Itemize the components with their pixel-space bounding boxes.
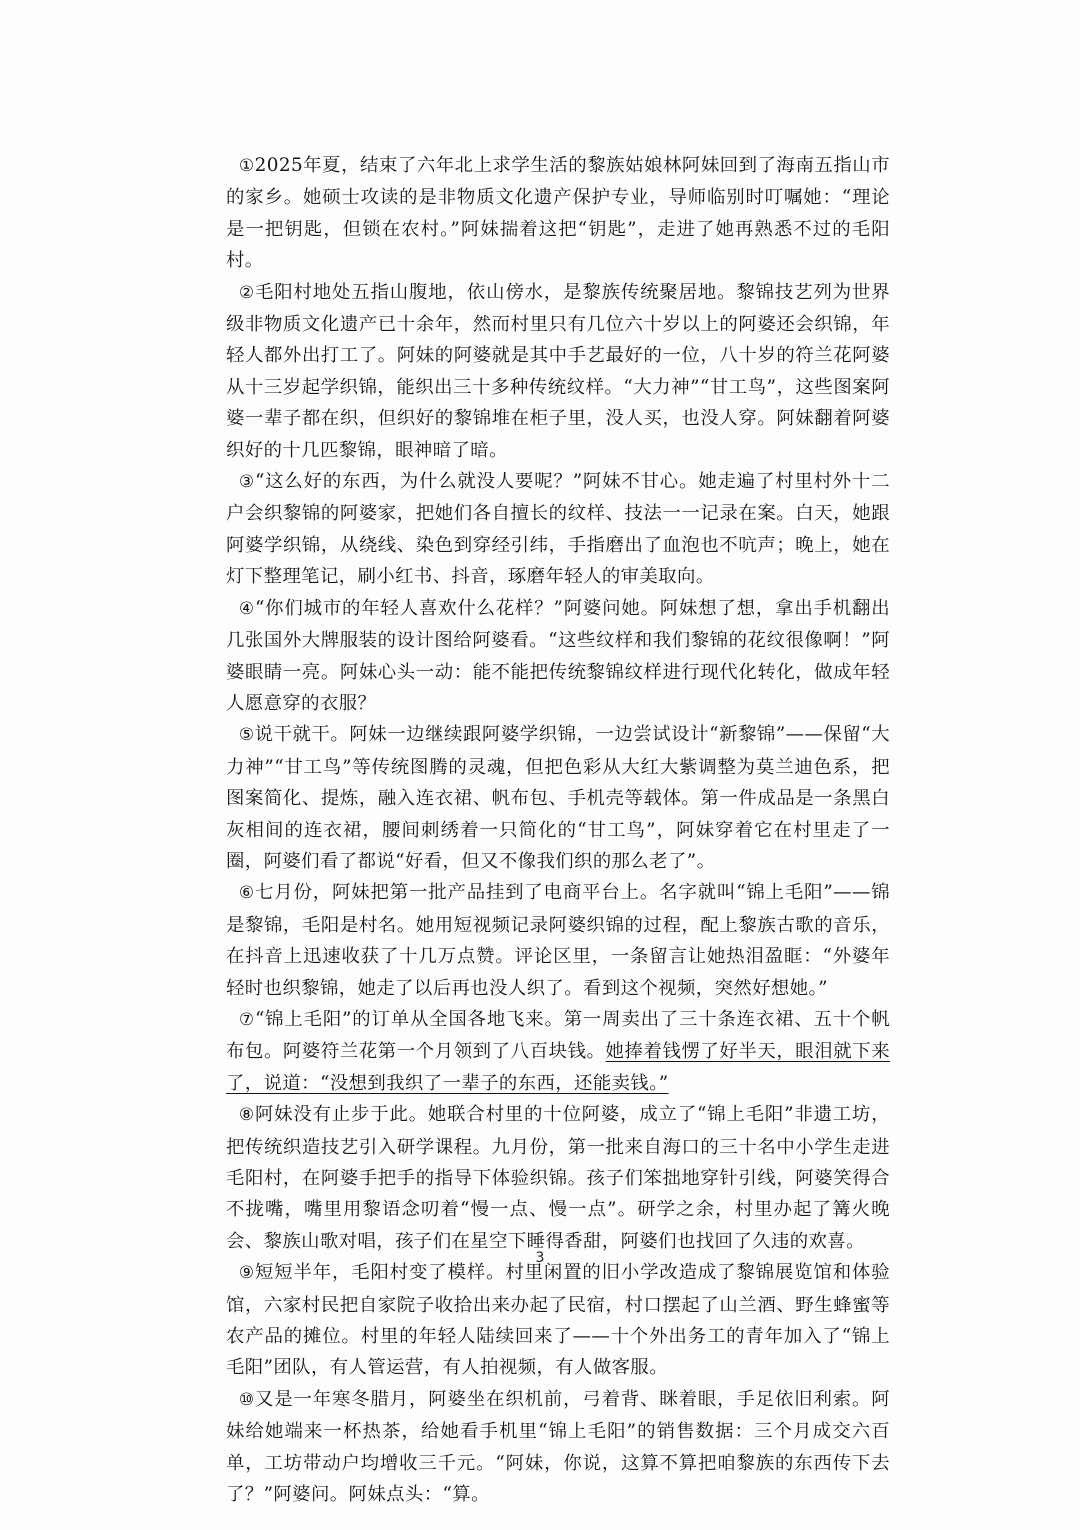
paragraph-2 — [226, 277, 890, 466]
paragraph-number: ② — [238, 282, 255, 303]
paragraph-number: ⑥ — [238, 883, 255, 904]
paragraph-number: ④ — [238, 598, 255, 619]
paragraph-number: ⑦ — [238, 1009, 255, 1030]
paragraph-text: “你们城市的年轻人喜欢什么花样？”阿婆问她。阿妹想了想，拿出手机翻出几张国外大牌服装的设计图给阿婆看。“这些纹样和我们黎锦的花纹很像啊！”阿婆眼睛一亮。阿妹心头一动：能不能把传统黎锦纹样进行现代化转化，做成年轻人愿意穿的衣服？ — [226, 597, 891, 714]
paragraph-number: ⑤ — [238, 725, 255, 746]
paragraph-7 — [226, 1004, 890, 1099]
paragraph-number: ⑩ — [238, 1389, 255, 1410]
paragraph-8 — [226, 1099, 890, 1257]
paragraph-text: “锦上毛阳”的订单从全国各地飞来。第一周卖出了三十条连衣裙、五十个帆布包。阿婆符兰花第一个月领到了八百块钱。 — [226, 1008, 891, 1063]
paragraph-9 — [226, 1257, 890, 1384]
underlined-sentence: 她捧着钱愣了好半天，眼泪就下来了，说道：“没想到我织了一辈子的东西，还能卖钱。” — [226, 1041, 890, 1094]
paragraph-text: 阿妹没有止步于此。她联合村里的十位阿婆，成立了“锦上毛阳”非遗工坊，把传统织造技艺引入研学课程。九月份，第一批来自海口的三十名中小学生走进毛阳村，在阿婆手把手的指导下体验织锦。孩子们笨拙地穿针引线，阿婆笑得合不拢嘴，嘴里用黎语念叨着“慢一点、慢一点”。研学之余，村里办起了篝火晚会、黎族山歌对唱，孩子们在星空下睡得香甜，阿婆们也找回了久违的欢喜。 — [226, 1104, 891, 1252]
paragraph-4 — [226, 593, 890, 720]
paragraph-5 — [226, 719, 890, 877]
article-body — [226, 150, 890, 1510]
paragraph-number: ① — [238, 156, 255, 176]
paragraph-text: 七月份，阿妹把第一批产品挂到了电商平台上。名字就叫“锦上毛阳”——锦是黎锦，毛阳是村名。她用短视频记录阿婆织锦的过程，配上黎族古歌的音乐，在抖音上迅速收获了十几万点赞。评论区里，一条留言让她热泪盈眶：“外婆年轻时也织黎锦，她走了以后再也没人织了。看到这个视频，突然好想她。” — [226, 882, 891, 999]
paragraph-text: “这么好的东西，为什么就没人要呢？”阿妹不甘心。她走遍了村里村外十二户会织黎锦的阿婆家，把她们各自擅长的纹样、技法一一记录在案。白天，她跟阿婆学织锦，从绕线、染色到穿经引纬，手指磨出了血泡也不吭声；晚上，她在灯下整理笔记，刷小红书、抖音，琢磨年轻人的审美取向。 — [226, 471, 891, 588]
paragraph-text: 2025年夏，结束了六年北上求学生活的黎族姑娘林阿妹回到了海南五指山市的家乡。她硕士攻读的是非物质文化遗产保护专业，导师临别时叮嘱她：“理论是一把钥匙，但锁在农村。”阿妹揣着这把“钥匙”，走进了她再熟悉不过的毛阳村。 — [226, 155, 891, 272]
paragraph-text: 说干就干。阿妹一边继续跟阿婆学织锦，一边尝试设计“新黎锦”——保留“大力神”“甘工鸟”等传统图腾的灵魂，但把色彩从大红大紫调整为莫兰迪色系，把图案简化、提炼，融入连衣裙、帆布包、手机壳等载体。第一件成品是一条黑白灰相间的连衣裙，腰间刺绣着一只简化的“甘工鸟”，阿妹穿着它在村里走了一圈，阿婆们看了都说“好看，但又不像我们织的那么老了”。 — [226, 724, 890, 872]
paragraph-text: 短短半年，毛阳村变了模样。村里闲置的旧小学改造成了黎锦展览馆和体验馆，六家村民把自家院子收拾出来办起了民宿，村口摆起了山兰酒、野生蜂蜜等农产品的摊位。村里的年轻人陆续回来了——十个外出务工的青年加入了“锦上毛阳”团队，有人管运营，有人拍视频，有人做客服。 — [226, 1262, 891, 1379]
paragraph-text: 又是一年寒冬腊月，阿婆坐在织机前，弓着背、眯着眼，手足依旧利索。阿妹给她端来一杯热茶，给她看手机里“锦上毛阳”的销售数据：三个月成交六百单，工坊带动户均增收三千元。“阿妹，你说，这算不算把咱黎族的东西传下去了？”阿婆问。阿妹点头：“算。 — [226, 1388, 891, 1506]
paragraph-1 — [226, 150, 890, 277]
paragraph-6 — [226, 877, 890, 1004]
paragraph-3 — [226, 466, 890, 593]
paragraph-number: ⑧ — [238, 1105, 255, 1126]
paragraph-number: ③ — [238, 472, 255, 493]
page-number: 3 — [535, 1250, 545, 1266]
paragraph-text: 毛阳村地处五指山腹地，依山傍水，是黎族传统聚居地。黎锦技艺列为世界级非物质文化遗产已十余年，然而村里只有几位六十岁以上的阿婆还会织锦，年轻人都外出打工了。阿妹的阿婆就是其中手艺最好的一位，八十岁的符兰花阿婆从十三岁起学织锦，能织出三十多种传统纹样。“大力神”“甘工鸟”，这些图案阿婆一辈子都在织，但织好的黎锦堆在柜子里，没人买，也没人穿。阿妹翻着阿婆织好的十几匹黎锦，眼神暗了暗。 — [226, 281, 891, 461]
paragraph-10 — [226, 1384, 890, 1511]
paragraph-number: ⑨ — [238, 1263, 255, 1284]
